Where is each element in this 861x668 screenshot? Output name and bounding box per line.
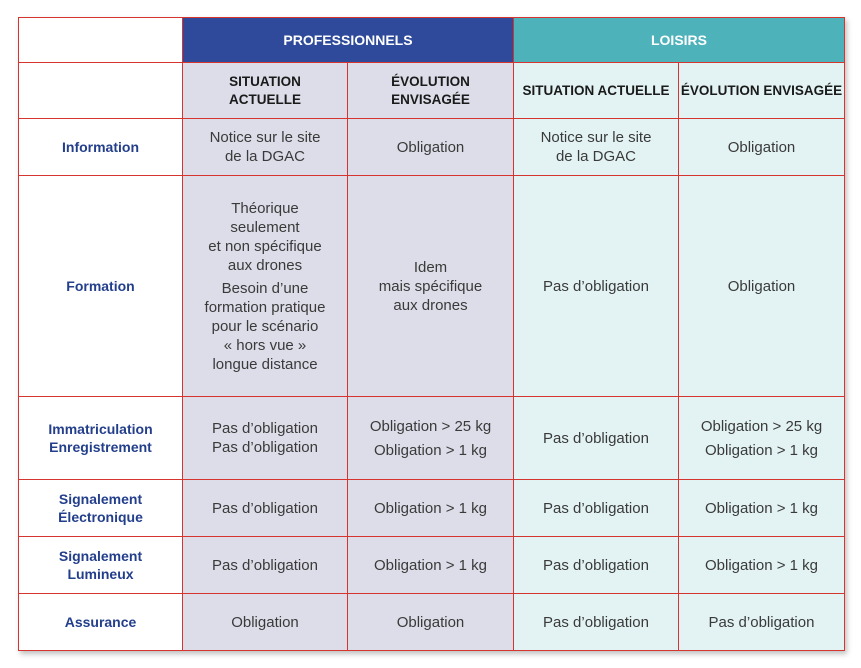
cell-pro-evolution: Obligation > 25 kg Obligation > 1 kg [348, 397, 514, 480]
header-loisirs-evolution-envisagee: ÉVOLUTION ENVISAGÉE [679, 63, 845, 119]
cell-loisirs-evolution: Pas d’obligation [679, 594, 845, 651]
cell-pro-current: Notice sur le site de la DGAC [183, 119, 348, 176]
cell-loisirs-evolution: Obligation > 25 kg Obligation > 1 kg [679, 397, 845, 480]
cell-pro-evolution: Obligation [348, 119, 514, 176]
table-row-formation [19, 176, 845, 397]
comparison-table-container [18, 17, 845, 651]
cell-pro-current: Pas d’obligation [183, 537, 348, 594]
table-row-signalement-lumineux [19, 537, 845, 594]
group-header-row [19, 18, 845, 63]
cell-loisirs-current: Pas d’obligation [514, 594, 679, 651]
header-loisirs-situation-actuelle: SITUATION ACTUELLE [514, 63, 679, 119]
row-label-assurance: Assurance [19, 594, 183, 651]
corner-cell-sub [19, 63, 183, 119]
cell-pro-current: Pas d’obligation [183, 480, 348, 537]
cell-pro-evolution: Obligation > 1 kg [348, 480, 514, 537]
header-pro-evolution-envisagee: ÉVOLUTION ENVISAGÉE [348, 63, 514, 119]
cell-loisirs-current: Pas d’obligation [514, 480, 679, 537]
cell-pro-current: Obligation [183, 594, 348, 651]
header-loisirs: LOISIRS [514, 18, 845, 63]
cell-pro-evolution: Obligation [348, 594, 514, 651]
row-label-immatriculation: Immatriculation Enregistrement [19, 397, 183, 480]
table-row-signalement-electronique [19, 480, 845, 537]
row-label-information: Information [19, 119, 183, 176]
cell-pro-current: Théorique seulement et non spécifique aux drones Besoin d’une formation pratique pour le scénario « hors vue » longue distance [183, 176, 348, 397]
table-row-information [19, 119, 845, 176]
cell-loisirs-current: Notice sur le site de la DGAC [514, 119, 679, 176]
header-pro-situation-actuelle: SITUATION ACTUELLE [183, 63, 348, 119]
cell-pro-current: Pas d’obligation Pas d’obligation [183, 397, 348, 480]
cell-pro-evolution: Idem mais spécifique aux drones [348, 176, 514, 397]
cell-loisirs-current: Pas d’obligation [514, 397, 679, 480]
row-label-formation: Formation [19, 176, 183, 397]
row-label-signalement-lumineux: Signalement Lumineux [19, 537, 183, 594]
row-label-signalement-electronique: Signalement Électronique [19, 480, 183, 537]
table-row-immatriculation [19, 397, 845, 480]
drone-regulation-table [18, 17, 845, 651]
cell-loisirs-current: Pas d’obligation [514, 176, 679, 397]
sub-header-row [19, 63, 845, 119]
cell-loisirs-current: Pas d’obligation [514, 537, 679, 594]
header-professionnels: PROFESSIONNELS [183, 18, 514, 63]
cell-loisirs-evolution: Obligation [679, 176, 845, 397]
cell-loisirs-evolution: Obligation [679, 119, 845, 176]
cell-pro-evolution: Obligation > 1 kg [348, 537, 514, 594]
corner-cell [19, 18, 183, 63]
cell-loisirs-evolution: Obligation > 1 kg [679, 537, 845, 594]
table-row-assurance [19, 594, 845, 651]
cell-loisirs-evolution: Obligation > 1 kg [679, 480, 845, 537]
